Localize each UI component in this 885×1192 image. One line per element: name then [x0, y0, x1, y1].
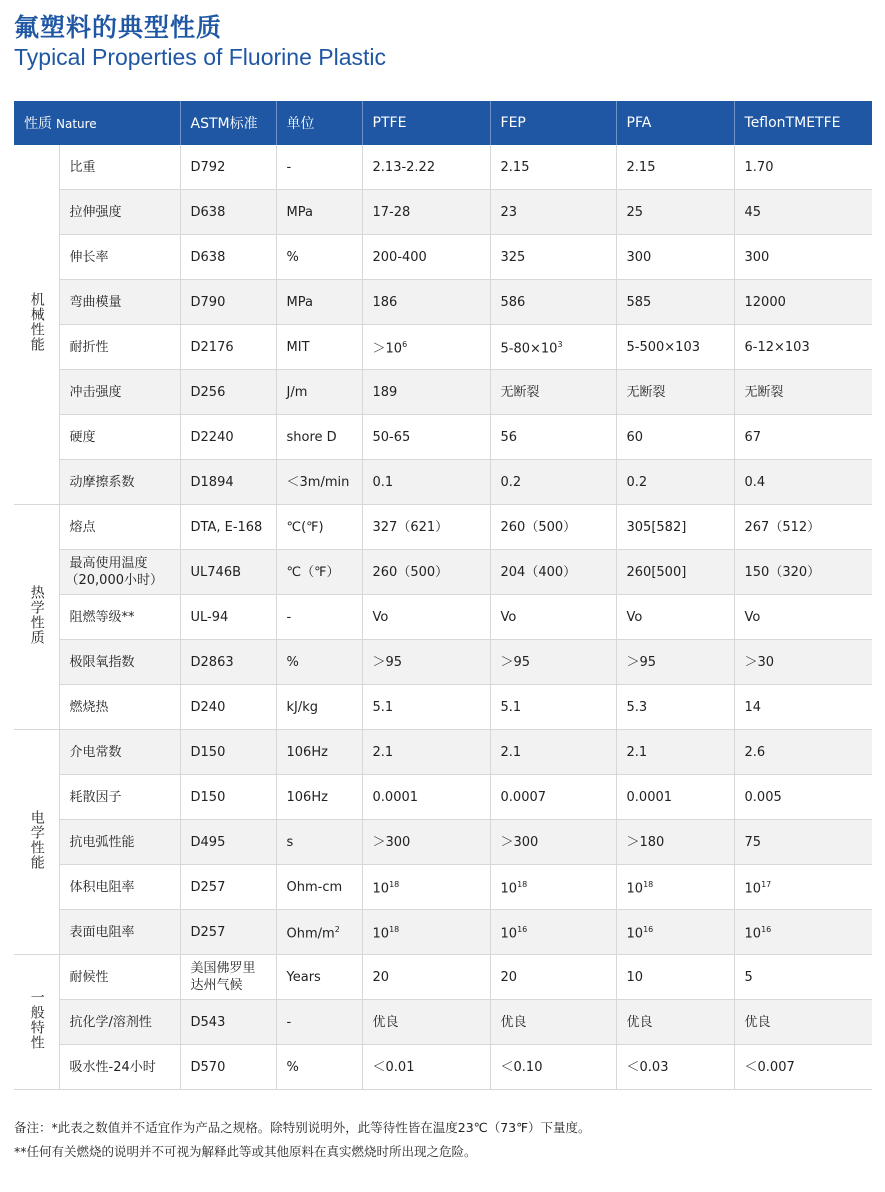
ptfe-value: $>10^6$: [362, 325, 490, 370]
etfe-value: Vo: [734, 595, 872, 640]
fep-value: 0.2: [490, 460, 616, 505]
unit-cell: -: [276, 145, 362, 190]
unit-cell: Ohm-cm: [276, 865, 362, 910]
header-astm: ASTM标准: [180, 101, 276, 145]
unit-cell: ℃（℉）: [276, 550, 362, 595]
ptfe-value: 0.1: [362, 460, 490, 505]
property-name: 动摩擦系数: [59, 460, 180, 505]
property-name: 体积电阻率: [59, 865, 180, 910]
table-row: [14, 145, 872, 190]
property-name: 介电常数: [59, 730, 180, 775]
properties-table: [14, 101, 872, 1090]
fep-value: ＜0.10: [490, 1045, 616, 1090]
property-name: 伸长率: [59, 235, 180, 280]
ptfe-value: 5.1: [362, 685, 490, 730]
astm-cell: D257: [180, 865, 276, 910]
header-etfe: TeflonTMETFE: [734, 101, 872, 145]
note-1: 备注：*此表之数值并不适宜作为产品之规格。除特别说明外，此等待性皆在温度23℃（73℉）下量度。: [14, 1120, 591, 1135]
fep-value: 23: [490, 190, 616, 235]
property-name: 硬度: [59, 415, 180, 460]
property-name: 比重: [59, 145, 180, 190]
fep-value: 2.15: [490, 145, 616, 190]
unit-cell: Ohm/$m^2$: [276, 910, 362, 955]
astm-cell: D256: [180, 370, 276, 415]
table-row: [14, 955, 872, 1000]
fep-value: 0.0007: [490, 775, 616, 820]
fep-value: Vo: [490, 595, 616, 640]
ptfe-value: 50-65: [362, 415, 490, 460]
etfe-value: 45: [734, 190, 872, 235]
unit-cell: shore D: [276, 415, 362, 460]
fep-value: 优良: [490, 1000, 616, 1045]
fep-value: $10^{16}$: [490, 910, 616, 955]
astm-cell: D638: [180, 235, 276, 280]
unit-cell: MIT: [276, 325, 362, 370]
table-row: [14, 370, 872, 415]
ptfe-value: ＞95: [362, 640, 490, 685]
pfa-value: ＜0.03: [616, 1045, 734, 1090]
property-name: 抗电弧性能: [59, 820, 180, 865]
astm-cell: D240: [180, 685, 276, 730]
table-row: [14, 640, 872, 685]
table-row: [14, 910, 872, 955]
table-row: [14, 1000, 872, 1045]
property-name: 阻燃等级**: [59, 595, 180, 640]
ptfe-value: 17-28: [362, 190, 490, 235]
unit-cell: %: [276, 235, 362, 280]
category-thermal: 热学性质: [14, 505, 59, 730]
property-name: 拉伸强度: [59, 190, 180, 235]
pfa-value: 0.0001: [616, 775, 734, 820]
astm-cell: D257: [180, 910, 276, 955]
unit-cell: J/m: [276, 370, 362, 415]
ptfe-value: 186: [362, 280, 490, 325]
astm-cell: D638: [180, 190, 276, 235]
property-name: 燃烧热: [59, 685, 180, 730]
etfe-value: 0.005: [734, 775, 872, 820]
property-name: 抗化学/溶剂性: [59, 1000, 180, 1045]
astm-cell: D150: [180, 730, 276, 775]
ptfe-value: 2.1: [362, 730, 490, 775]
pfa-value: 60: [616, 415, 734, 460]
pfa-value: $10^{16}$: [616, 910, 734, 955]
pfa-value: 300: [616, 235, 734, 280]
astm-cell: D1894: [180, 460, 276, 505]
table-row: [14, 1045, 872, 1090]
etfe-value: 14: [734, 685, 872, 730]
fep-value: 204（400）: [490, 550, 616, 595]
notes: [14, 1116, 591, 1164]
fep-value: ＞95: [490, 640, 616, 685]
table-row: [14, 685, 872, 730]
unit-cell: %: [276, 640, 362, 685]
ptfe-value: ＞300: [362, 820, 490, 865]
etfe-value: $10^{16}$: [734, 910, 872, 955]
pfa-value: 10: [616, 955, 734, 1000]
etfe-value: 0.4: [734, 460, 872, 505]
etfe-value: 2.6: [734, 730, 872, 775]
table-row: [14, 325, 872, 370]
ptfe-value: $10^{18}$: [362, 910, 490, 955]
header-nature: 性质 Nature: [14, 101, 180, 145]
pfa-value: 5.3: [616, 685, 734, 730]
etfe-value: 12000: [734, 280, 872, 325]
property-name: 弯曲模量: [59, 280, 180, 325]
page-subtitle: Typical Properties of Fluorine Plastic: [14, 44, 386, 70]
ptfe-value: 189: [362, 370, 490, 415]
property-name: 极限氧指数: [59, 640, 180, 685]
property-name: 吸水性-24小时: [59, 1045, 180, 1090]
fep-value: 325: [490, 235, 616, 280]
fep-value: 586: [490, 280, 616, 325]
property-name: 最高使用温度 （20,000小时）: [59, 550, 180, 595]
unit-cell: 106Hz: [276, 730, 362, 775]
unit-cell: s: [276, 820, 362, 865]
fep-value: 20: [490, 955, 616, 1000]
ptfe-value: 20: [362, 955, 490, 1000]
page-title: 氟塑料的典型性质: [14, 13, 223, 42]
header-fep: FEP: [490, 101, 616, 145]
table-row: [14, 865, 872, 910]
etfe-value: 5: [734, 955, 872, 1000]
fep-value: 2.1: [490, 730, 616, 775]
unit-cell: MPa: [276, 190, 362, 235]
astm-cell: D792: [180, 145, 276, 190]
unit-cell: Years: [276, 955, 362, 1000]
ptfe-value: 200-400: [362, 235, 490, 280]
property-name: 耗散因子: [59, 775, 180, 820]
ptfe-value: 优良: [362, 1000, 490, 1045]
astm-cell: D2176: [180, 325, 276, 370]
astm-cell: D2240: [180, 415, 276, 460]
fep-value: 260（500）: [490, 505, 616, 550]
etfe-value: 150（320）: [734, 550, 872, 595]
ptfe-value: 2.13-2.22: [362, 145, 490, 190]
pfa-value: 2.1: [616, 730, 734, 775]
unit-cell: -: [276, 1000, 362, 1045]
ptfe-value: 327（621）: [362, 505, 490, 550]
pfa-value: 优良: [616, 1000, 734, 1045]
astm-cell: D150: [180, 775, 276, 820]
etfe-value: ＜0.007: [734, 1045, 872, 1090]
etfe-value: 6-12×103: [734, 325, 872, 370]
fep-value: ＞300: [490, 820, 616, 865]
fep-value: 5.1: [490, 685, 616, 730]
table-row: [14, 820, 872, 865]
pfa-value: 585: [616, 280, 734, 325]
property-name: 冲击强度: [59, 370, 180, 415]
table-header-row: [14, 101, 872, 145]
table-row: [14, 190, 872, 235]
pfa-value: 无断裂: [616, 370, 734, 415]
etfe-value: 67: [734, 415, 872, 460]
etfe-value: 75: [734, 820, 872, 865]
astm-cell: UL746B: [180, 550, 276, 595]
astm-cell: D2863: [180, 640, 276, 685]
pfa-value: ＞95: [616, 640, 734, 685]
pfa-value: 5-500×103: [616, 325, 734, 370]
table-row: [14, 505, 872, 550]
pfa-value: 2.15: [616, 145, 734, 190]
table-row: [14, 595, 872, 640]
fep-value: $5-80\times 10^3$: [490, 325, 616, 370]
header-pfa: PFA: [616, 101, 734, 145]
astm-cell: DTA, E-168: [180, 505, 276, 550]
unit-cell: kJ/kg: [276, 685, 362, 730]
category-general: 一般特性: [14, 955, 59, 1090]
ptfe-value: Vo: [362, 595, 490, 640]
etfe-value: 优良: [734, 1000, 872, 1045]
unit-cell: -: [276, 595, 362, 640]
ptfe-value: ＜0.01: [362, 1045, 490, 1090]
etfe-value: 267（512）: [734, 505, 872, 550]
astm-cell: D570: [180, 1045, 276, 1090]
category-mechanical: 机械性能: [14, 145, 59, 505]
pfa-value: ＞180: [616, 820, 734, 865]
category-electrical: 电学性能: [14, 730, 59, 955]
property-name: 耐折性: [59, 325, 180, 370]
header-unit: 单位: [276, 101, 362, 145]
astm-cell: UL-94: [180, 595, 276, 640]
table-row: [14, 415, 872, 460]
pfa-value: Vo: [616, 595, 734, 640]
fep-value: 56: [490, 415, 616, 460]
astm-cell: D495: [180, 820, 276, 865]
fep-value: $10^{18}$: [490, 865, 616, 910]
unit-cell: MPa: [276, 280, 362, 325]
table-row: [14, 235, 872, 280]
astm-cell: 美国佛罗里 达州气候: [180, 955, 276, 1000]
astm-cell: D543: [180, 1000, 276, 1045]
ptfe-value: 260（500）: [362, 550, 490, 595]
header-ptfe: PTFE: [362, 101, 490, 145]
etfe-value: 1.70: [734, 145, 872, 190]
property-name: 表面电阻率: [59, 910, 180, 955]
etfe-value: 300: [734, 235, 872, 280]
property-name: 耐候性: [59, 955, 180, 1000]
unit-cell: 106Hz: [276, 775, 362, 820]
table-row: [14, 460, 872, 505]
pfa-value: 305[582]: [616, 505, 734, 550]
ptfe-value: 0.0001: [362, 775, 490, 820]
fep-value: 无断裂: [490, 370, 616, 415]
etfe-value: ＞30: [734, 640, 872, 685]
pfa-value: $10^{18}$: [616, 865, 734, 910]
ptfe-value: $10^{18}$: [362, 865, 490, 910]
note-2: **任何有关燃烧的说明并不可视为解释此等或其他原料在真实燃烧时所出现之危险。: [14, 1144, 477, 1159]
property-name: 熔点: [59, 505, 180, 550]
etfe-value: $10^{17}$: [734, 865, 872, 910]
unit-cell: ℃(℉): [276, 505, 362, 550]
pfa-value: 0.2: [616, 460, 734, 505]
etfe-value: 无断裂: [734, 370, 872, 415]
pfa-value: 25: [616, 190, 734, 235]
table-row: [14, 280, 872, 325]
unit-cell: %: [276, 1045, 362, 1090]
table-row: [14, 550, 872, 595]
unit-cell: ＜3m/min: [276, 460, 362, 505]
pfa-value: 260[500]: [616, 550, 734, 595]
table-row: [14, 775, 872, 820]
table-row: [14, 730, 872, 775]
astm-cell: D790: [180, 280, 276, 325]
